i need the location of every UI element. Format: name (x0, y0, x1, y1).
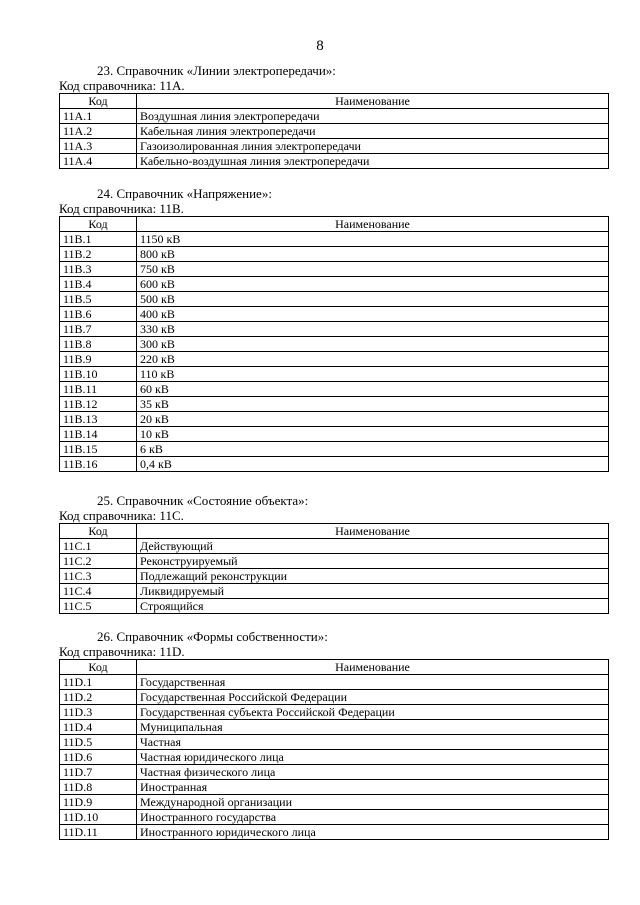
cell-code: 11В.11 (60, 382, 137, 397)
section-title: 26. Справочник «Формы собственности»: (97, 629, 328, 644)
cell-code: 11А.3 (60, 139, 137, 154)
page-number: 8 (316, 38, 324, 54)
section-code-line: Код справочника: 11А. (59, 78, 185, 93)
cell-code: 11С.1 (60, 539, 137, 554)
header-name: Наименование (137, 524, 609, 539)
table-row (60, 322, 609, 337)
cell-name: Ликвидируемый (137, 584, 609, 599)
cell-name: Подлежащий реконструкции (137, 569, 609, 584)
cell-name: Частная физического лица (137, 765, 609, 780)
cell-name: Реконструируемый (137, 554, 609, 569)
table-body (60, 232, 609, 472)
table-header-row (60, 94, 609, 109)
table-row (60, 825, 609, 840)
table-row (60, 705, 609, 720)
section-23 (59, 64, 609, 169)
table-row (60, 810, 609, 825)
table-row (60, 427, 609, 442)
cell-code: 11В.3 (60, 262, 137, 277)
cell-code: 11D.4 (60, 720, 137, 735)
cell-code: 11D.8 (60, 780, 137, 795)
cell-name: Частная (137, 735, 609, 750)
table-row (60, 262, 609, 277)
cell-name: Газоизолированная линия электропередачи (137, 139, 609, 154)
cell-name: 220 кВ (137, 352, 609, 367)
table-row (60, 292, 609, 307)
cell-code: 11D.11 (60, 825, 137, 840)
cell-name: Международной организации (137, 795, 609, 810)
cell-name: Государственная субъекта Российской Федерации (137, 705, 609, 720)
header-name: Наименование (137, 660, 609, 675)
cell-code: 11D.2 (60, 690, 137, 705)
section-24 (59, 187, 609, 472)
cell-name: 1150 кВ (137, 232, 609, 247)
table-header-row (60, 217, 609, 232)
cell-code: 11D.3 (60, 705, 137, 720)
header-name: Наименование (137, 217, 609, 232)
cell-name: 110 кВ (137, 367, 609, 382)
table-row (60, 124, 609, 139)
cell-code: 11D.9 (60, 795, 137, 810)
cell-name: Иностранного юридического лица (137, 825, 609, 840)
table-row (60, 109, 609, 124)
cell-name: 330 кВ (137, 322, 609, 337)
cell-name: 300 кВ (137, 337, 609, 352)
cell-name: Строящийся (137, 599, 609, 614)
table-row (60, 442, 609, 457)
section-26 (59, 630, 609, 840)
table-row (60, 397, 609, 412)
cell-name: Кабельная линия электропередачи (137, 124, 609, 139)
cell-name: 500 кВ (137, 292, 609, 307)
header-name: Наименование (137, 94, 609, 109)
table-body (60, 109, 609, 169)
table-row (60, 412, 609, 427)
table-row (60, 539, 609, 554)
section-title: 25. Справочник «Состояние объекта»: (97, 493, 309, 508)
table-row (60, 352, 609, 367)
cell-code: 11В.1 (60, 232, 137, 247)
table-row (60, 139, 609, 154)
table-row (60, 765, 609, 780)
header-code: Код (60, 94, 137, 109)
cell-name: 600 кВ (137, 277, 609, 292)
cell-code: 11В.8 (60, 337, 137, 352)
cell-code: 11В.16 (60, 457, 137, 472)
section-title: 23. Справочник «Линии электропередачи»: (97, 63, 336, 78)
cell-name: Кабельно-воздушная линия электропередачи (137, 154, 609, 169)
table-row (60, 457, 609, 472)
reference-table (59, 523, 609, 614)
reference-table (59, 659, 609, 840)
cell-name: Воздушная линия электропередачи (137, 109, 609, 124)
table-row (60, 247, 609, 262)
table-row (60, 735, 609, 750)
cell-code: 11D.1 (60, 675, 137, 690)
table-row (60, 780, 609, 795)
table-row (60, 554, 609, 569)
table-row (60, 277, 609, 292)
cell-name: Государственная Российской Федерации (137, 690, 609, 705)
cell-code: 11D.6 (60, 750, 137, 765)
cell-code: 11В.6 (60, 307, 137, 322)
cell-code: 11D.10 (60, 810, 137, 825)
cell-name: Муниципальная (137, 720, 609, 735)
cell-name: Действующий (137, 539, 609, 554)
cell-code: 11А.4 (60, 154, 137, 169)
cell-name: Иностранная (137, 780, 609, 795)
cell-code: 11А.2 (60, 124, 137, 139)
cell-code: 11В.10 (60, 367, 137, 382)
cell-code: 11В.13 (60, 412, 137, 427)
section-25 (59, 494, 609, 614)
cell-name: Государственная (137, 675, 609, 690)
cell-name: Частная юридического лица (137, 750, 609, 765)
table-row (60, 367, 609, 382)
table-row (60, 675, 609, 690)
cell-name: 6 кВ (137, 442, 609, 457)
table-row (60, 569, 609, 584)
table-row (60, 337, 609, 352)
cell-code: 11В.15 (60, 442, 137, 457)
table-header-row (60, 524, 609, 539)
cell-code: 11В.12 (60, 397, 137, 412)
reference-table (59, 93, 609, 169)
cell-name: 60 кВ (137, 382, 609, 397)
cell-name: Иностранного государства (137, 810, 609, 825)
cell-code: 11D.7 (60, 765, 137, 780)
table-row (60, 599, 609, 614)
cell-code: 11D.5 (60, 735, 137, 750)
cell-code: 11В.14 (60, 427, 137, 442)
cell-code: 11В.9 (60, 352, 137, 367)
cell-code: 11В.7 (60, 322, 137, 337)
cell-code: 11С.2 (60, 554, 137, 569)
table-row (60, 795, 609, 810)
table-row (60, 584, 609, 599)
cell-name: 800 кВ (137, 247, 609, 262)
table-header-row (60, 660, 609, 675)
cell-code: 11С.3 (60, 569, 137, 584)
table-body (60, 675, 609, 840)
section-code-line: Код справочника: 11D. (59, 644, 185, 659)
cell-name: 10 кВ (137, 427, 609, 442)
header-code: Код (60, 660, 137, 675)
table-row (60, 750, 609, 765)
header-code: Код (60, 217, 137, 232)
table-row (60, 232, 609, 247)
cell-code: 11В.5 (60, 292, 137, 307)
section-code-line: Код справочника: 11С. (59, 508, 184, 523)
header-code: Код (60, 524, 137, 539)
cell-code: 11В.2 (60, 247, 137, 262)
cell-name: 20 кВ (137, 412, 609, 427)
table-row (60, 382, 609, 397)
table-row (60, 307, 609, 322)
section-code-line: Код справочника: 11В. (59, 201, 184, 216)
cell-code: 11В.4 (60, 277, 137, 292)
cell-code: 11А.1 (60, 109, 137, 124)
reference-table (59, 216, 609, 472)
cell-code: 11С.4 (60, 584, 137, 599)
table-body (60, 539, 609, 614)
table-row (60, 154, 609, 169)
cell-code: 11С.5 (60, 599, 137, 614)
cell-name: 400 кВ (137, 307, 609, 322)
cell-name: 35 кВ (137, 397, 609, 412)
cell-name: 750 кВ (137, 262, 609, 277)
table-row (60, 720, 609, 735)
section-title: 24. Справочник «Напряжение»: (97, 186, 272, 201)
table-row (60, 690, 609, 705)
cell-name: 0,4 кВ (137, 457, 609, 472)
